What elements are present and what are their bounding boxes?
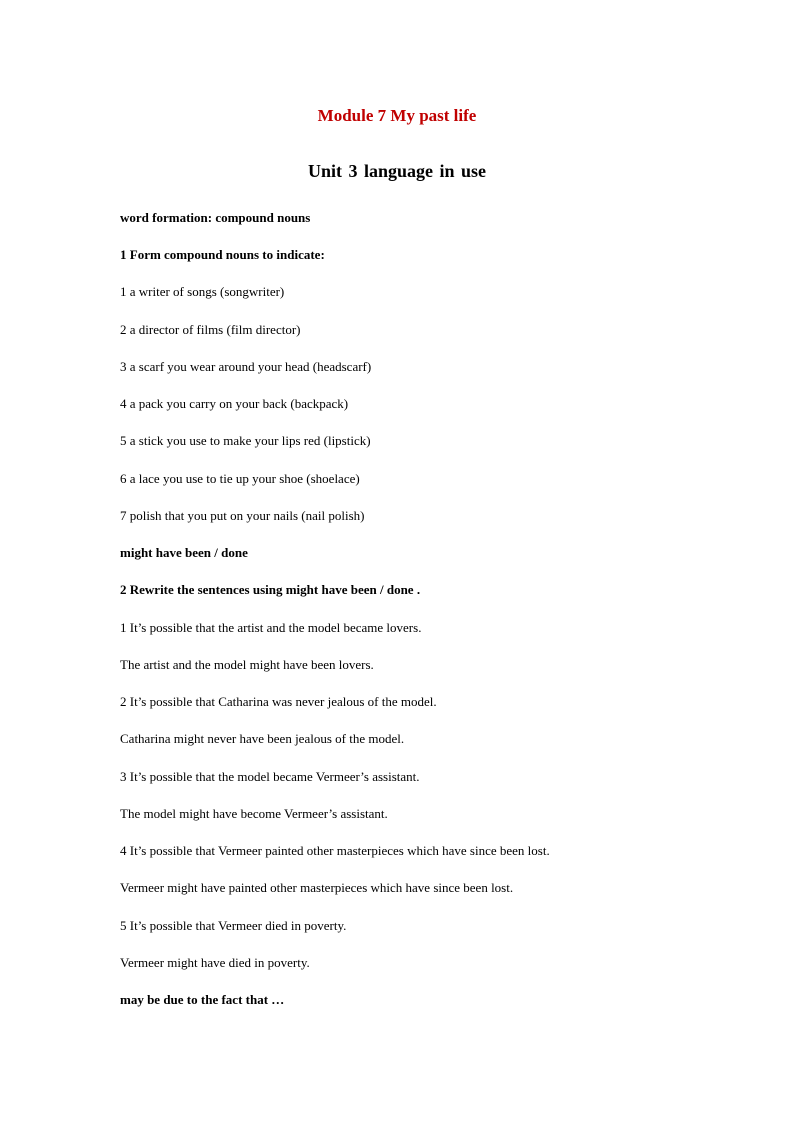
section-heading-might-have-been: might have been / done — [120, 545, 248, 560]
list-item: 3 It’s possible that the model became Vermeer’s assistant. — [120, 769, 420, 784]
list-item: Vermeer might have died in poverty. — [120, 955, 310, 970]
list-item: The model might have become Vermeer’s assistant. — [120, 806, 388, 821]
unit-title: Unit 3 language in use — [307, 161, 487, 181]
section-heading-due-to: may be due to the fact that … — [120, 992, 285, 1007]
list-item: 1 a writer of songs (songwriter) — [120, 284, 285, 299]
list-item: The artist and the model might have been lovers. — [120, 657, 374, 672]
list-item: 6 a lace you use to tie up your shoe (shoelace) — [120, 471, 360, 486]
task-1-instruction: 1 Form compound nouns to indicate: — [120, 247, 325, 262]
list-item: 3 a scarf you wear around your head (headscarf) — [120, 359, 372, 374]
list-item: 2 It’s possible that Catharina was never jealous of the model. — [120, 694, 437, 709]
list-item: 5 It’s possible that Vermeer died in poverty. — [120, 918, 347, 933]
list-item: 5 a stick you use to make your lips red (lipstick) — [120, 433, 371, 448]
module-title: Module 7 My past life — [317, 106, 477, 125]
list-item: Catharina might never have been jealous of the model. — [120, 731, 405, 746]
list-item: 2 a director of films (film director) — [120, 322, 301, 337]
section-heading-compound-nouns: word formation: compound nouns — [120, 210, 311, 225]
list-item: 4 It’s possible that Vermeer painted other masterpieces which have since been lost. — [120, 843, 550, 858]
list-item: 7 polish that you put on your nails (nail polish) — [120, 508, 365, 523]
list-item: 1 It’s possible that the artist and the model became lovers. — [120, 620, 422, 635]
task-2-instruction: 2 Rewrite the sentences using might have been / done . — [120, 582, 421, 597]
list-item: Vermeer might have painted other masterpieces which have since been lost. — [120, 880, 514, 895]
list-item: 4 a pack you carry on your back (backpack) — [120, 396, 349, 411]
